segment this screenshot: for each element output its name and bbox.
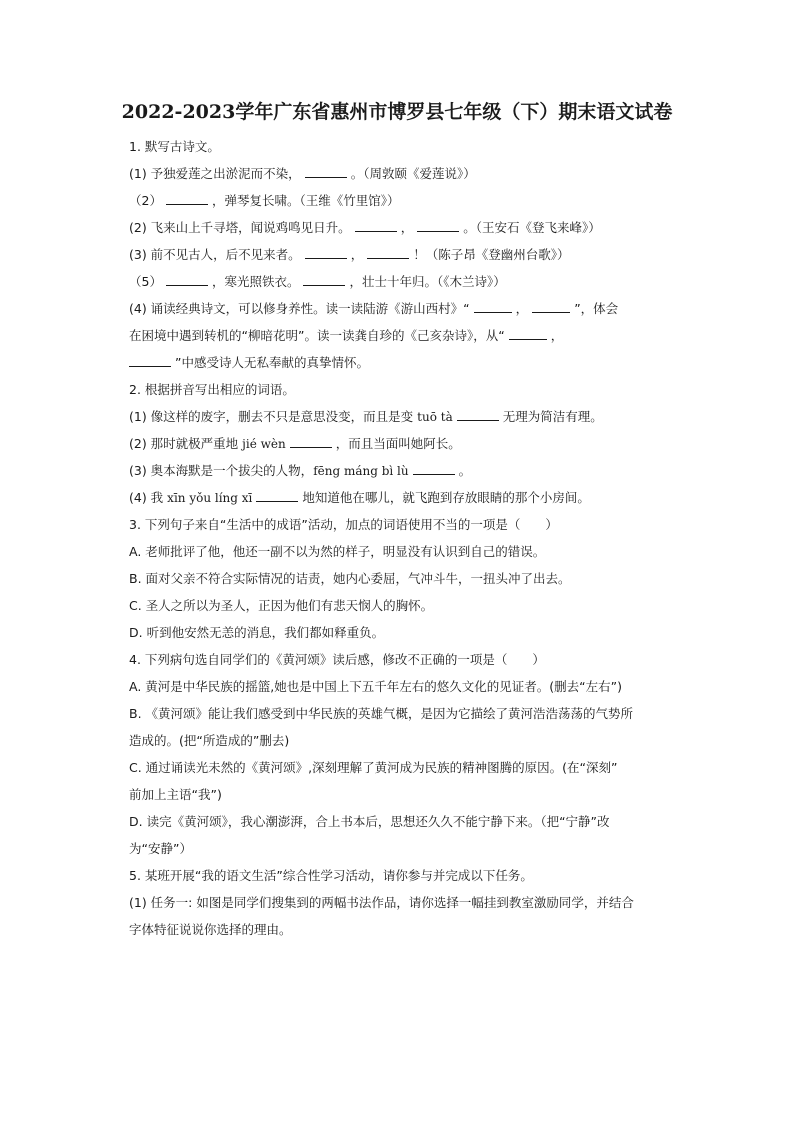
q4-option-d: D. 读完《黄河颂》，我心潮澎湃，合上书本后，思想还久久不能宁静下来。（把“宁静”改 bbox=[129, 814, 610, 829]
answer-blank[interactable] bbox=[417, 218, 459, 232]
q1-line-5: （5） ，寒光照铁衣。 ，壮士十年归。（《木兰诗》） bbox=[129, 274, 506, 289]
q1-heading: 1. 默写古诗文。 bbox=[129, 139, 220, 154]
q1-line-3: (2) 飞来山上千寻塔，闻说鸡鸣见日升。 ， 。（王安石《登飞来峰》） bbox=[129, 220, 601, 235]
pinyin: tuō tà bbox=[417, 410, 453, 424]
answer-blank[interactable] bbox=[256, 488, 298, 502]
q2-line-2: (2) 那时就极严重地 jié wèn ，而且当面叫她阿长。 bbox=[129, 436, 461, 451]
answer-blank[interactable] bbox=[305, 164, 347, 178]
q1-line-1: (1) 予独爱莲之出淤泥而不染， 。（周敦颐《爱莲说》） bbox=[129, 166, 476, 181]
answer-blank[interactable] bbox=[413, 461, 455, 475]
pinyin: fēng máng bì lù bbox=[313, 464, 409, 478]
q4-option-d-cont: 为“安静”） bbox=[129, 841, 192, 856]
q4-option-a: A. 黄河是中华民族的摇篮,她也是中国上下五千年左右的悠久文化的见证者。(删去“左右”) bbox=[129, 679, 622, 694]
q1-line-6: (4) 诵读经典诗文，可以修身养性。读一读陆游《游山西村》“ ， ”，体会 bbox=[129, 301, 619, 316]
q1-line-7: 在困境中遇到转机的“柳暗花明”。读一读龚自珍的《己亥杂诗》，从“ ， bbox=[129, 328, 564, 343]
pinyin: xīn yǒu líng xī bbox=[167, 491, 253, 505]
q2-line-3: (3) 奥本海默是一个拔尖的人物，fēng máng bì lù 。 bbox=[129, 463, 472, 478]
q2-line-4: (4) 我 xīn yǒu líng xī 地知道他在哪儿，就飞跑到存放眼睛的那个小房间。 bbox=[129, 490, 590, 505]
q4-option-b-cont: 造成的。(把“所造成的”删去) bbox=[129, 733, 290, 748]
answer-blank[interactable] bbox=[457, 407, 499, 421]
answer-blank[interactable] bbox=[129, 353, 171, 367]
exam-content bbox=[129, 133, 695, 943]
q2-heading: 2. 根据拼音写出相应的词语。 bbox=[129, 382, 295, 397]
answer-blank[interactable] bbox=[305, 245, 347, 259]
q4-option-b: B. 《黄河颂》能让我们感受到中华民族的英雄气概，是因为它描绘了黄河浩浩荡荡的气势所 bbox=[129, 706, 634, 721]
q5-task-1-cont: 字体特征说说你选择的理由。 bbox=[129, 922, 292, 937]
q1-line-8: ”中感受诗人无私奉献的真挚情怀。 bbox=[129, 349, 695, 376]
exam-title: 2022-2023学年广东省惠州市博罗县七年级（下）期末语文试卷 bbox=[121, 101, 673, 123]
q3-option-b: B. 面对父亲不符合实际情况的诘责，她内心委屈，气冲斗牛，一扭头冲了出去。 bbox=[129, 571, 571, 586]
q5-heading: 5. 某班开展“我的语文生活”综合性学习活动，请你参与并完成以下任务。 bbox=[129, 868, 533, 883]
q4-heading: 4. 下列病句选自同学们的《黄河颂》读后感，修改不正确的一项是（ ） bbox=[129, 652, 545, 667]
q3-option-d: D. 听到他安然无恙的消息，我们都如释重负。 bbox=[129, 625, 385, 640]
q5-task-1: (1) 任务一: 如图是同学们搜集到的两幅书法作品，请你选择一幅挂到教室激励同学，并结合 bbox=[129, 895, 634, 910]
q4-option-c: C. 通过诵读光未然的《黄河颂》,深刻理解了黄河成为民族的精神图腾的原因。(在“深刻” bbox=[129, 760, 618, 775]
q1-line-2: （2） ，弹琴复长啸。（王维《竹里馆》） bbox=[129, 193, 400, 208]
q3-option-a: A. 老师批评了他，他还一副不以为然的样子，明显没有认识到自己的错误。 bbox=[129, 544, 546, 559]
answer-blank[interactable] bbox=[532, 299, 570, 313]
q2-line-1: (1) 像这样的废字，删去不只是意思没变，而且是变 tuō tà 无理为简洁有理。 bbox=[129, 409, 603, 424]
answer-blank[interactable] bbox=[290, 434, 332, 448]
q3-option-c: C. 圣人之所以为圣人，正因为他们有悲天悯人的胸怀。 bbox=[129, 598, 434, 613]
q3-heading: 3. 下列句子来自“生活中的成语”活动，加点的词语使用不当的一项是（ ） bbox=[129, 517, 558, 532]
q1-line-4: (3) 前不见古人，后不见来者。 ， ！（陈子昂《登幽州台歌》） bbox=[129, 247, 570, 262]
answer-blank[interactable] bbox=[166, 272, 208, 286]
q4-option-c-cont: 前加上主语“我”) bbox=[129, 787, 222, 802]
answer-blank[interactable] bbox=[509, 326, 547, 340]
pinyin: jié wèn bbox=[242, 437, 286, 451]
answer-blank[interactable] bbox=[166, 191, 208, 205]
answer-blank[interactable] bbox=[303, 272, 345, 286]
answer-blank[interactable] bbox=[367, 245, 409, 259]
answer-blank[interactable] bbox=[474, 299, 512, 313]
answer-blank[interactable] bbox=[355, 218, 397, 232]
